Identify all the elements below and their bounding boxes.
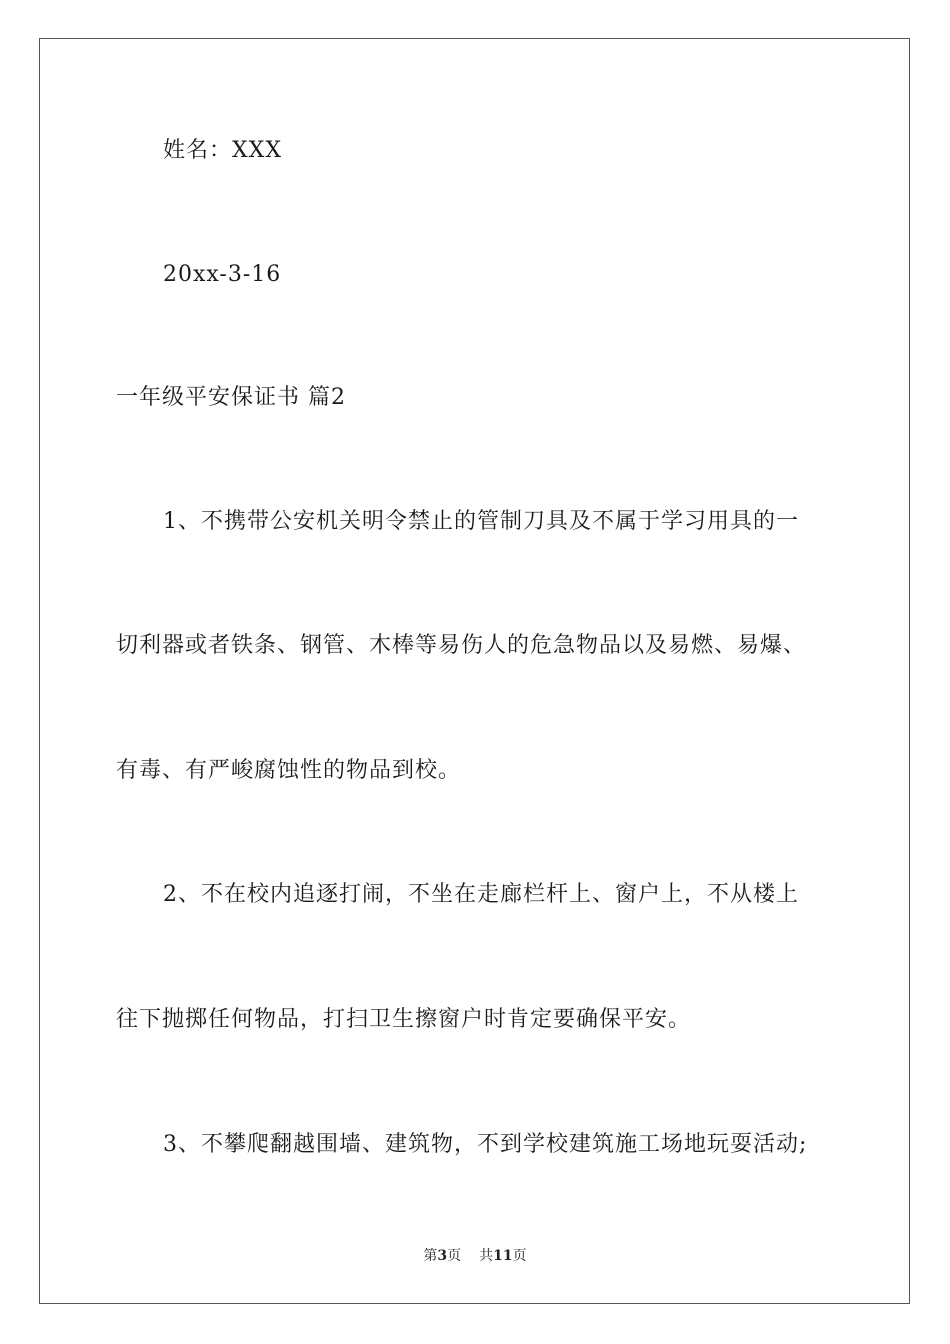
paragraph-line: 往下抛掷任何物品，打扫卫生擦窗户时肯定要确保平安。 (116, 1007, 692, 1032)
date-line: 20xx-3-16 (163, 262, 282, 287)
total-suffix: 页 (512, 1248, 527, 1264)
paragraph-line: 1、不携带公安机关明令禁止的管制刀具及不属于学习用具的一 (163, 509, 799, 534)
paragraph-line: 切利器或者铁条、钢管、木棒等易伤人的危急物品以及易燃、易爆、 (116, 633, 807, 658)
page-number: 3 (437, 1248, 448, 1264)
page-suffix: 页 (447, 1248, 462, 1264)
name-line: 姓名：XXX (163, 138, 282, 163)
total-prefix: 共 (479, 1248, 494, 1264)
page-prefix: 第 (423, 1248, 438, 1264)
section-heading: 一年级平安保证书 篇2 (116, 385, 346, 410)
page-footer (0, 1247, 950, 1265)
paragraph-line: 有毒、有严峻腐蚀性的物品到校。 (116, 758, 462, 783)
page-border (39, 38, 910, 1304)
paragraph-line: 2、不在校内追逐打闹，不坐在走廊栏杆上、窗户上，不从楼上 (163, 882, 799, 907)
paragraph-line: 3、不攀爬翻越围墙、建筑物，不到学校建筑施工场地玩耍活动; (163, 1132, 808, 1157)
total-pages: 11 (493, 1248, 513, 1264)
